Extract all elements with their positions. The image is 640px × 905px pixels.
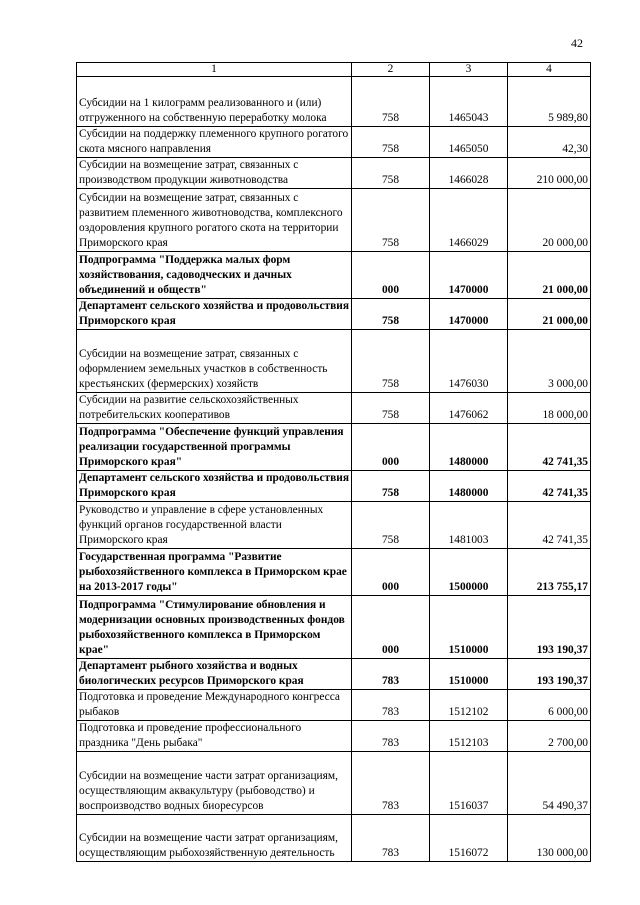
row-code-cell: 758 [352,77,430,127]
table-row [77,721,591,752]
row-csr-cell: 1480000 [430,471,508,502]
table-row [77,158,591,189]
row-name-cell: Субсидии на возмещение части затрат организациям, осуществляющим аквакультуру (рыбоводство) и воспроизводство водных биоресурсов [77,752,352,815]
row-code-cell: 758 [352,127,430,158]
row-csr-cell: 1465043 [430,77,508,127]
header-row [77,63,591,77]
row-name-cell: Подпрограмма "Стимулирование обновления и модернизации основных производственных фондов рыбохозяйственного комплекса в Приморском крае" [77,596,352,659]
row-sum-cell: 2 700,00 [508,721,591,752]
row-code-cell: 783 [352,752,430,815]
row-sum-cell: 193 190,37 [508,596,591,659]
page-number: 42 [571,36,583,50]
row-name-cell: Департамент рыбного хозяйства и водных биологических ресурсов Приморского края [77,659,352,690]
table-row [77,393,591,424]
column-header-1: 1 [77,63,352,77]
row-sum-cell: 3 000,00 [508,330,591,393]
row-csr-cell: 1476062 [430,393,508,424]
row-csr-cell: 1500000 [430,549,508,596]
row-csr-cell: 1466028 [430,158,508,189]
row-name-cell: Подпрограмма "Поддержка малых форм хозяйствования, садоводческих и дачных объединений и обществ" [77,252,352,299]
table-row [77,189,591,252]
row-sum-cell: 6 000,00 [508,690,591,721]
row-sum-cell: 18 000,00 [508,393,591,424]
table-row [77,252,591,299]
table-row [77,596,591,659]
row-name-cell: Субсидии на возмещение затрат, связанных с развитием племенного животноводства, комплексного оздоровления крупного рогатого скота на территории Приморского края [77,189,352,252]
row-sum-cell: 210 000,00 [508,158,591,189]
row-sum-cell: 5 989,80 [508,77,591,127]
row-code-cell: 758 [352,502,430,549]
row-code-cell: 783 [352,721,430,752]
table-row [77,299,591,330]
table-row [77,502,591,549]
row-code-cell: 000 [352,549,430,596]
row-csr-cell: 1470000 [430,299,508,330]
row-code-cell: 758 [352,330,430,393]
row-csr-cell: 1466029 [430,189,508,252]
row-sum-cell: 213 755,17 [508,549,591,596]
row-name-cell: Субсидии на 1 килограмм реализованного и (или) отгруженного на собственную переработку молока [77,77,352,127]
row-csr-cell: 1512103 [430,721,508,752]
column-header-2: 2 [352,63,430,77]
row-code-cell: 758 [352,189,430,252]
row-csr-cell: 1510000 [430,659,508,690]
row-sum-cell: 42 741,35 [508,424,591,471]
row-name-cell: Департамент сельского хозяйства и продовольствия Приморского края [77,471,352,502]
column-header-4: 4 [508,63,591,77]
row-sum-cell: 21 000,00 [508,299,591,330]
row-code-cell: 758 [352,393,430,424]
row-name-cell: Государственная программа "Развитие рыбохозяйственного комплекса в Приморском крае на 2013-2017 годы" [77,549,352,596]
column-header-3: 3 [430,63,508,77]
table-row [77,659,591,690]
budget-table [76,62,591,862]
table-row [77,471,591,502]
row-name-cell: Субсидии на развитие сельскохозяйственных потребительских кооперативов [77,393,352,424]
table-row [77,127,591,158]
row-csr-cell: 1516072 [430,815,508,862]
row-csr-cell: 1465050 [430,127,508,158]
row-name-cell: Подпрограмма "Обеспечение функций управления реализации государственной программы Приморского края" [77,424,352,471]
row-code-cell: 000 [352,252,430,299]
row-sum-cell: 130 000,00 [508,815,591,862]
row-code-cell: 758 [352,158,430,189]
row-name-cell: Руководство и управление в сфере установленных функций органов государственной власти Приморского края [77,502,352,549]
row-name-cell: Подготовка и проведение Международного конгресса рыбаков [77,690,352,721]
row-name-cell: Субсидии на поддержку племенного крупного рогатого скота мясного направления [77,127,352,158]
row-name-cell: Департамент сельского хозяйства и продовольствия Приморского края [77,299,352,330]
row-code-cell: 000 [352,596,430,659]
row-code-cell: 000 [352,424,430,471]
row-name-cell: Субсидии на возмещение затрат, связанных с производством продукции животноводства [77,158,352,189]
row-sum-cell: 21 000,00 [508,252,591,299]
table-row [77,77,591,127]
row-csr-cell: 1476030 [430,330,508,393]
row-code-cell: 783 [352,659,430,690]
row-code-cell: 758 [352,471,430,502]
row-sum-cell: 42,30 [508,127,591,158]
row-csr-cell: 1512102 [430,690,508,721]
row-code-cell: 783 [352,690,430,721]
row-code-cell: 783 [352,815,430,862]
row-code-cell: 758 [352,299,430,330]
row-csr-cell: 1470000 [430,252,508,299]
row-sum-cell: 54 490,37 [508,752,591,815]
row-csr-cell: 1516037 [430,752,508,815]
table-row [77,815,591,862]
row-sum-cell: 42 741,35 [508,471,591,502]
table-row [77,549,591,596]
row-sum-cell: 193 190,37 [508,659,591,690]
row-csr-cell: 1510000 [430,596,508,659]
row-csr-cell: 1481003 [430,502,508,549]
row-sum-cell: 20 000,00 [508,189,591,252]
table-row [77,690,591,721]
row-sum-cell: 42 741,35 [508,502,591,549]
row-csr-cell: 1480000 [430,424,508,471]
table-row [77,330,591,393]
row-name-cell: Подготовка и проведение профессионального праздника "День рыбака" [77,721,352,752]
table-row [77,424,591,471]
table-row [77,752,591,815]
row-name-cell: Субсидии на возмещение затрат, связанных с оформлением земельных участков в собственность крестьянских (фермерских) хозяйств [77,330,352,393]
row-name-cell: Субсидии на возмещение части затрат организациям, осуществляющим рыбохозяйственную деятельность [77,815,352,862]
